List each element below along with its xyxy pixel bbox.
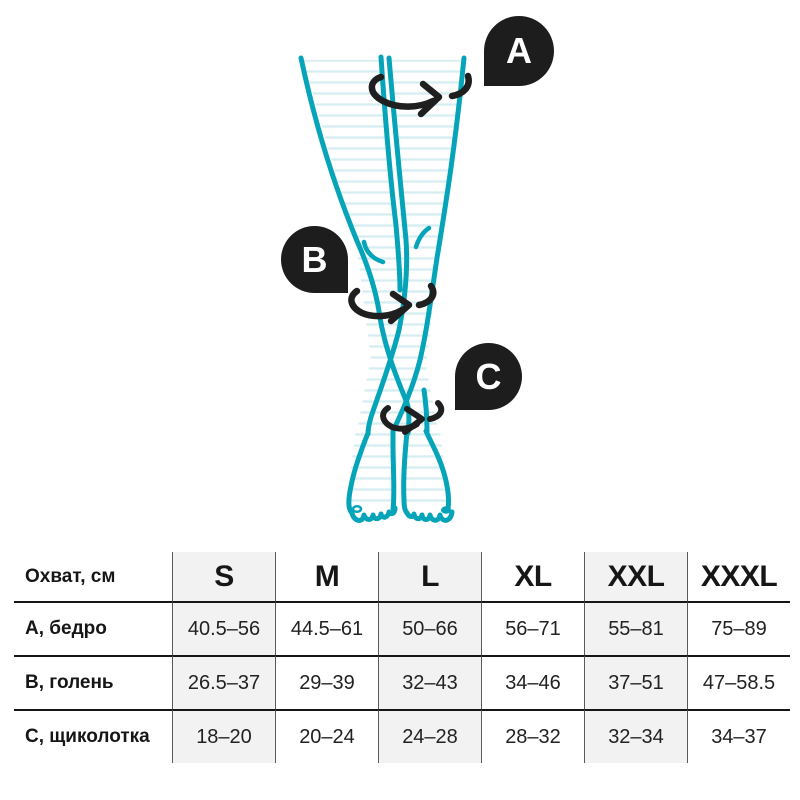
- measure-badge-c: [455, 343, 522, 410]
- value-thigh-m: 44.5–61: [275, 601, 378, 655]
- badge-c-letter: C: [475, 355, 502, 397]
- value-thigh-l: 50–66: [378, 601, 481, 655]
- value-calf-l: 32–43: [378, 655, 481, 709]
- value-calf-m: 29–39: [275, 655, 378, 709]
- badge-b-letter: B: [301, 238, 328, 280]
- value-calf-xxxl: 47–58.5: [687, 655, 790, 709]
- size-header-s: S: [172, 552, 275, 601]
- value-ankle-xxl: 32–34: [584, 709, 687, 763]
- value-calf-xxl: 37–51: [584, 655, 687, 709]
- value-ankle-m: 20–24: [275, 709, 378, 763]
- value-ankle-xxxl: 34–37: [687, 709, 790, 763]
- measure-badge-b: [281, 226, 348, 293]
- value-thigh-xxxl: 75–89: [687, 601, 790, 655]
- value-thigh-xxl: 55–81: [584, 601, 687, 655]
- value-thigh-s: 40.5–56: [172, 601, 275, 655]
- value-ankle-xl: 28–32: [481, 709, 584, 763]
- measure-badge-a: [484, 16, 554, 86]
- value-ankle-s: 18–20: [172, 709, 275, 763]
- table-corner-label: Охват, см: [25, 565, 116, 587]
- row-label-ankle: С, щиколотка: [14, 709, 172, 763]
- value-thigh-xl: 56–71: [481, 601, 584, 655]
- row-label-thigh: А, бедро: [14, 601, 172, 655]
- size-header-xxl: XXL: [584, 552, 687, 601]
- size-header-xxxl: XXXL: [687, 552, 790, 601]
- size-header-xl: XL: [481, 552, 584, 601]
- size-header-l: L: [378, 552, 481, 601]
- value-calf-xl: 34–46: [481, 655, 584, 709]
- row-label-calf: В, голень: [14, 655, 172, 709]
- size-header-m: M: [275, 552, 378, 601]
- value-calf-s: 26.5–37: [172, 655, 275, 709]
- size-table: [14, 552, 790, 763]
- badge-a-letter: A: [506, 30, 532, 71]
- value-ankle-l: 24–28: [378, 709, 481, 763]
